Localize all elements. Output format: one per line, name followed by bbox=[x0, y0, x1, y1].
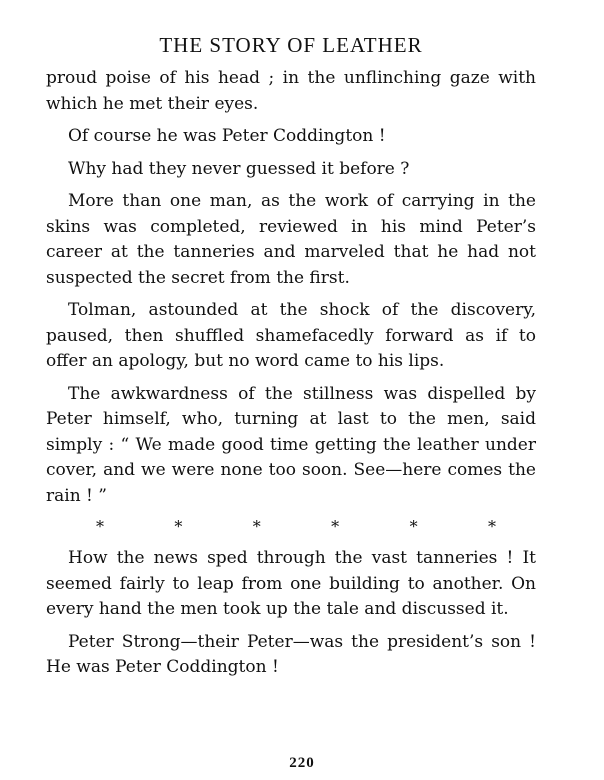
paragraph: How the news sped through the vast tanneries ! It seemed fairly to leap from one building to another. On every hand the men took up the tale and discussed it. bbox=[46, 548, 536, 619]
running-head: THE STORY OF LEATHER bbox=[159, 33, 423, 57]
paragraph: Why had they never guessed it before ? bbox=[68, 158, 410, 179]
page-number: 220 bbox=[289, 755, 315, 771]
paragraph: Tolman, astounded at the shock of the discovery, paused, then shuffled shamefacedly forward as if to offer an apology, but no word came to his lips. bbox=[46, 300, 536, 371]
paragraph: Of course he was Peter Coddington ! bbox=[68, 126, 386, 146]
separator-star: * bbox=[331, 517, 340, 536]
paragraph: More than one man, as the work of carrying in the skins was completed, reviewed in his mind Peter’s career at the tanneries and marveled that he had not suspected the secret from the first. bbox=[46, 191, 536, 288]
book-page bbox=[46, 30, 536, 688]
paragraph: The awkwardness of the stillness was dispelled by Peter himself, who, turning at last to the men, said simply : “ We made good time getting the leather under cover, and we were none too soon. See—here comes the rain ! ” bbox=[46, 383, 536, 506]
separator-star: * bbox=[252, 517, 261, 536]
separator-star: * bbox=[487, 517, 496, 536]
section-separator bbox=[96, 516, 496, 538]
separator-star: * bbox=[96, 517, 104, 536]
separator-star: * bbox=[409, 517, 418, 536]
separator-star: * bbox=[174, 517, 183, 536]
body-text bbox=[46, 66, 536, 681]
paragraph-continued: proud poise of his head ; in the unflinching gaze with which he met their eyes. bbox=[46, 68, 536, 114]
paragraph: Peter Strong—their Peter—was the president’s son ! He was Peter Coddington ! bbox=[46, 631, 536, 677]
